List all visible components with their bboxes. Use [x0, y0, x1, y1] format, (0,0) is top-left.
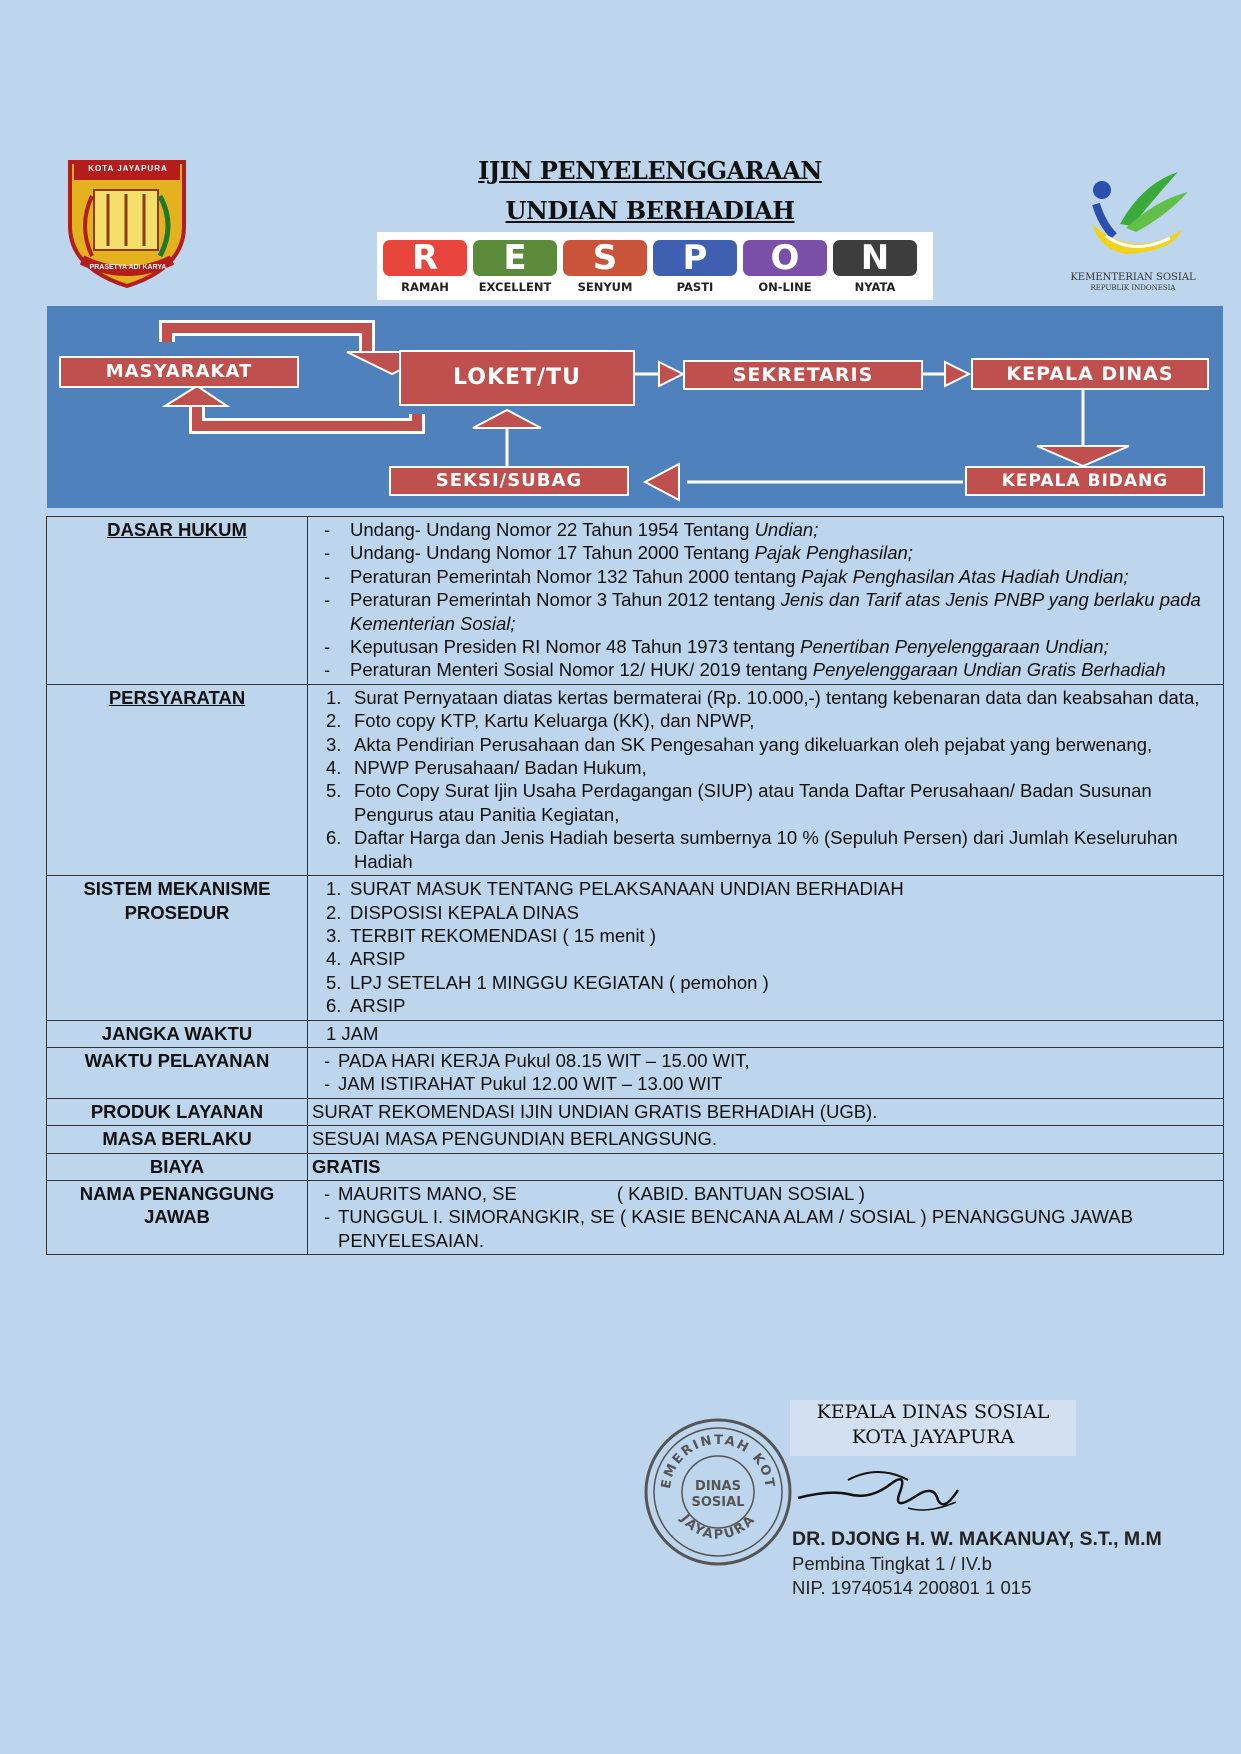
- list-item: 6. Daftar Harga dan Jenis Hadiah beserta sumbernya 10 % (Sepuluh Persen) dari Jumlah Keseluruhan Hadiah: [326, 827, 1178, 872]
- biaya-value: GRATIS: [308, 1153, 1224, 1180]
- official-rank: Pembina Tingkat 1 / IV.b: [792, 1553, 992, 1574]
- dasar-hukum-content: [308, 517, 1224, 685]
- office-line1: KEPALA DINAS SOSIAL: [816, 1401, 1050, 1423]
- list-item: - Peraturan Menteri Sosial Nomor 12/ HUK/ 2019 tentang Penyelenggaraan Undian Gratis Berhadiah: [312, 658, 1219, 681]
- respon-banner: [377, 232, 933, 300]
- list-item: - JAM ISTIRAHAT Pukul 12.00 WIT – 13.00 WIT: [312, 1072, 1219, 1095]
- list-item: - Undang- Undang Nomor 17 Tahun 2000 Tentang Pajak Penghasilan;: [312, 541, 1219, 564]
- table-row: [47, 876, 1224, 1020]
- respon-word: ON-LINE: [758, 280, 812, 294]
- respon-word: EXCELLENT: [478, 280, 552, 294]
- list-item: 1. Surat Pernyataan diatas kertas bermaterai (Rp. 10.000,-) tentang kebenaran data dan keabsahan data,: [326, 686, 1200, 708]
- page-title-line2: UNDIAN BERHADIAH: [505, 196, 795, 225]
- official-nip: NIP. 19740514 200801 1 015: [792, 1577, 1032, 1598]
- sistem-label: SISTEM MEKANISME PROSEDUR: [47, 876, 308, 1020]
- table-row: [47, 684, 1224, 875]
- kota-jayapura-logo: [64, 156, 190, 292]
- masa-berlaku-label: MASA BERLAKU: [47, 1126, 308, 1153]
- table-row: [47, 1020, 1224, 1047]
- office-line2: KOTA JAYAPURA: [851, 1426, 1015, 1448]
- jangka-waktu-label: JANGKA WAKTU: [47, 1020, 308, 1047]
- respon-tile-r: R: [383, 240, 467, 276]
- respon-word: SENYUM: [577, 280, 633, 294]
- list-item: 5. Foto Copy Surat Ijin Usaha Perdagangan (SIUP) atau Tanda Daftar Perusahaan/ Badan Susunan Pengurus atau Panitia Kegiatan,: [326, 780, 1152, 825]
- list-item: - Peraturan Pemerintah Nomor 132 Tahun 2000 tentang Pajak Penghasilan Atas Hadiah Undian;: [312, 565, 1219, 588]
- handwritten-signature: [788, 1450, 968, 1530]
- dasar-hukum-label: DASAR HUKUM: [47, 517, 308, 685]
- flow-kepala-bidang: KEPALA BIDANG: [965, 466, 1205, 496]
- official-stamp: [642, 1416, 794, 1568]
- flow-sekretaris: SEKRETARIS: [683, 360, 923, 390]
- table-row: [47, 1098, 1224, 1125]
- list-item: - Peraturan Pemerintah Nomor 3 Tahun 2012 tentang Jenis dan Tarif atas Jenis PNBP yang berlaku pada Kementerian Sosial;: [312, 588, 1219, 635]
- persyaratan-content: [308, 684, 1224, 875]
- list-item: 2. Foto copy KTP, Kartu Keluarga (KK), dan NPWP,: [326, 710, 755, 732]
- svg-text:JAYAPURA: JAYAPURA: [677, 1511, 759, 1543]
- list-item: 3. TERBIT REKOMENDASI ( 15 menit ): [326, 924, 656, 946]
- respon-word: RAMAH: [401, 280, 449, 294]
- produk-layanan-value: SURAT REKOMENDASI IJIN UNDIAN GRATIS BERHADIAH (UGB).: [308, 1098, 1224, 1125]
- respon-word: PASTI: [676, 280, 714, 294]
- kementerian-sosial-logo: [1062, 164, 1204, 294]
- list-item: - PADA HARI KERJA Pukul 08.15 WIT – 15.00 WIT,: [312, 1049, 1219, 1072]
- list-item: 1. SURAT MASUK TENTANG PELAKSANAAN UNDIAN BERHADIAH: [326, 878, 904, 900]
- procedure-flow-diagram: [47, 306, 1223, 508]
- list-item: - MAURITS MANO, SE ( KABID. BANTUAN SOSIAL ): [312, 1182, 1219, 1205]
- respon-tile-o: O: [743, 240, 827, 276]
- waktu-pelayanan-content: [308, 1047, 1224, 1098]
- flow-kepala-dinas: KEPALA DINAS: [971, 358, 1209, 390]
- service-info-table: [46, 516, 1224, 1255]
- svg-text:SOSIAL: SOSIAL: [691, 1495, 745, 1510]
- list-item: - Keputusan Presiden RI Nomor 48 Tahun 1973 tentang Penertiban Penyelenggaraan Undian;: [312, 635, 1219, 658]
- logo-right-line2: REPUBLIK INDONESIA: [1090, 284, 1176, 292]
- table-row: [47, 1180, 1224, 1254]
- table-row: [47, 517, 1224, 685]
- official-name: DR. DJONG H. W. MAKANUAY, S.T., M.M: [792, 1528, 1162, 1550]
- flow-seksi-subag: SEKSI/SUBAG: [389, 466, 629, 496]
- list-item: - Undang- Undang Nomor 22 Tahun 1954 Tentang Undian;: [312, 518, 1219, 541]
- logo-right-line1: KEMENTERIAN SOSIAL: [1070, 272, 1196, 283]
- svg-text:DINAS: DINAS: [695, 1479, 741, 1494]
- list-item: 3. Akta Pendirian Perusahaan dan SK Pengesahan yang dikeluarkan oleh pejabat yang berwenang,: [326, 733, 1153, 755]
- jangka-waktu-value: 1 JAM: [308, 1020, 1224, 1047]
- flow-masyarakat: MASYARAKAT: [59, 356, 299, 388]
- penanggung-jawab-content: [308, 1180, 1224, 1254]
- persyaratan-label: PERSYARATAN: [47, 684, 308, 875]
- list-item: 4. ARSIP: [326, 948, 406, 970]
- table-row: [47, 1047, 1224, 1098]
- list-item: 2. DISPOSISI KEPALA DINAS: [326, 901, 579, 923]
- logo-bottom-text: PRASETYA ADI KARYA: [89, 264, 167, 271]
- list-item: 5. LPJ SETELAH 1 MINGGU KEGIATAN ( pemohon ): [326, 971, 769, 993]
- masa-berlaku-value: SESUAI MASA PENGUNDIAN BERLANGSUNG.: [308, 1126, 1224, 1153]
- respon-tile-p: P: [653, 240, 737, 276]
- sistem-content: [308, 876, 1224, 1020]
- respon-tile-n: N: [833, 240, 917, 276]
- list-item: - TUNGGUL I. SIMORANGKIR, SE ( KASIE BENCANA ALAM / SOSIAL ) PENANGGUNG JAWAB PENYELESAIAN.: [312, 1205, 1219, 1252]
- svg-text:PEMERINTAH KOTA: EMERINTAH KOT: [658, 1432, 777, 1490]
- produk-layanan-label: PRODUK LAYANAN: [47, 1098, 308, 1125]
- respon-tile-e: E: [473, 240, 557, 276]
- waktu-pelayanan-label: WAKTU PELAYANAN: [47, 1047, 308, 1098]
- respon-word: NYATA: [854, 280, 896, 294]
- list-item: 6. ARSIP: [326, 995, 406, 1017]
- table-row: [47, 1153, 1224, 1180]
- flow-loket-tu: LOKET/TU: [399, 350, 635, 406]
- penanggung-jawab-label: NAMA PENANGGUNG JAWAB: [47, 1180, 308, 1254]
- table-row: [47, 1126, 1224, 1153]
- biaya-label: BIAYA: [47, 1153, 308, 1180]
- list-item: 4. NPWP Perusahaan/ Badan Hukum,: [326, 757, 647, 779]
- office-title-box: [790, 1400, 1076, 1456]
- respon-tile-s: S: [563, 240, 647, 276]
- logo-top-text: KOTA JAYAPURA: [88, 164, 168, 173]
- page-title-line1: IJIN PENYELENGGARAAN: [478, 156, 822, 185]
